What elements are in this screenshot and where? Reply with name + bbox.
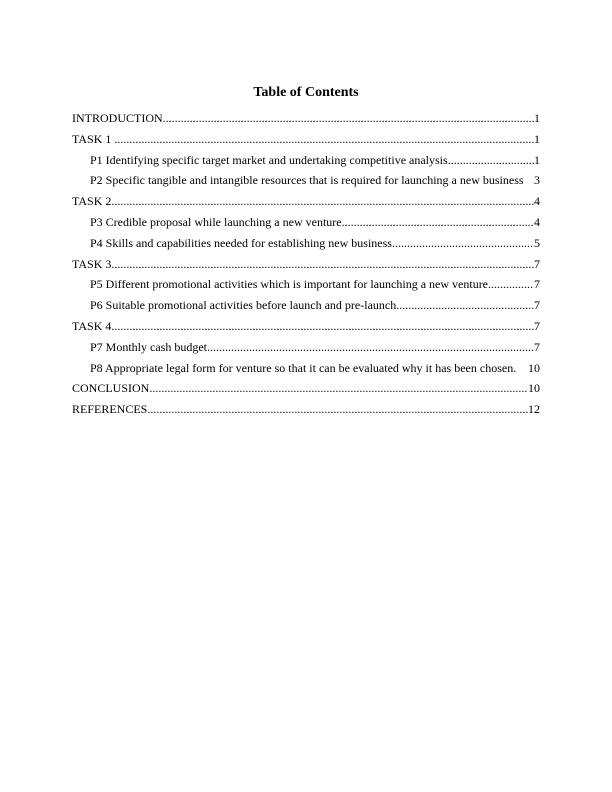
toc-entry-text: REFERENCES <box>72 402 148 417</box>
toc-entry-text: TASK 2 <box>72 194 112 209</box>
toc-entry-page: 5 <box>534 235 540 250</box>
toc-entry <box>72 337 540 358</box>
toc-leader-dots <box>448 150 534 171</box>
toc-entry-text: P3 Credible proposal while launching a new venture <box>90 214 342 229</box>
toc-entry-page: 10 <box>528 360 540 375</box>
toc-title: Table of Contents <box>253 85 359 100</box>
toc-leader-dots <box>111 191 534 212</box>
toc-entry-text: P7 Monthly cash budget <box>90 339 207 354</box>
toc-entry-text: P4 Skills and capabilities needed for establishing new business <box>90 235 392 250</box>
toc-entry-page: 7 <box>534 339 540 354</box>
toc-leader-dots <box>396 295 534 316</box>
toc-entry <box>72 295 540 316</box>
toc-entry-page: 7 <box>534 277 540 292</box>
toc-entry-text: P8 Appropriate legal form for venture so that it can be evaluated why it has been chosen. <box>90 360 520 375</box>
toc-leader-dots <box>111 316 534 337</box>
toc-leader-dots <box>163 108 534 129</box>
toc-entry-page: 12 <box>528 402 540 417</box>
toc-entry <box>72 358 540 379</box>
toc-entry <box>72 316 540 337</box>
toc-entry-page: 4 <box>534 194 540 209</box>
toc-entry <box>72 191 540 212</box>
toc-entry-text: P5 Different promotional activities which is important for launching a new venture <box>90 277 489 292</box>
toc-leader-dots <box>488 274 534 295</box>
toc-entry-text: TASK 4 <box>72 318 112 333</box>
toc-entry <box>72 378 540 399</box>
toc-list <box>72 108 540 420</box>
toc-entry-page: 4 <box>534 214 540 229</box>
toc-leader-dots <box>111 254 534 275</box>
toc-leader-dots <box>207 337 534 358</box>
toc-entry <box>72 170 540 191</box>
toc-entry <box>72 233 540 254</box>
toc-entry-text: P1 Identifying specific target market and undertaking competitive analysis <box>90 152 448 167</box>
toc-entry <box>72 108 540 129</box>
toc-leader-dots <box>149 378 528 399</box>
toc-entry <box>72 150 540 171</box>
toc-entry-text: TASK 1 <box>72 131 115 146</box>
toc-entry-page: 7 <box>534 256 540 271</box>
toc-entry-page: 7 <box>534 298 540 313</box>
toc-entry <box>72 129 540 150</box>
toc-entry-page: 1 <box>534 111 540 125</box>
toc-entry-page: 1 <box>534 152 540 167</box>
toc-leader-dots <box>114 129 534 150</box>
toc-entry-text: CONCLUSION <box>72 381 150 396</box>
toc-leader-dots <box>392 233 534 254</box>
toc-entry-text: P2 Specific tangible and intangible resources that is required for launching a new business <box>90 173 524 188</box>
toc-entry <box>72 274 540 295</box>
toc-entry <box>72 254 540 275</box>
toc-entry-text: TASK 3 <box>72 256 112 271</box>
toc-entry-text: INTRODUCTION <box>72 111 163 125</box>
toc-entry <box>72 399 540 420</box>
toc-entry-page: 10 <box>528 381 540 396</box>
toc-entry-page: 1 <box>534 131 540 146</box>
toc-leader-dots <box>342 212 534 233</box>
toc-entry <box>72 212 540 233</box>
toc-entry-page: 3 <box>534 173 540 188</box>
toc-entry-text: P6 Suitable promotional activities before launch and pre-launch <box>90 298 397 313</box>
toc-leader-dots <box>147 399 528 420</box>
toc-entry-page: 7 <box>534 318 540 333</box>
